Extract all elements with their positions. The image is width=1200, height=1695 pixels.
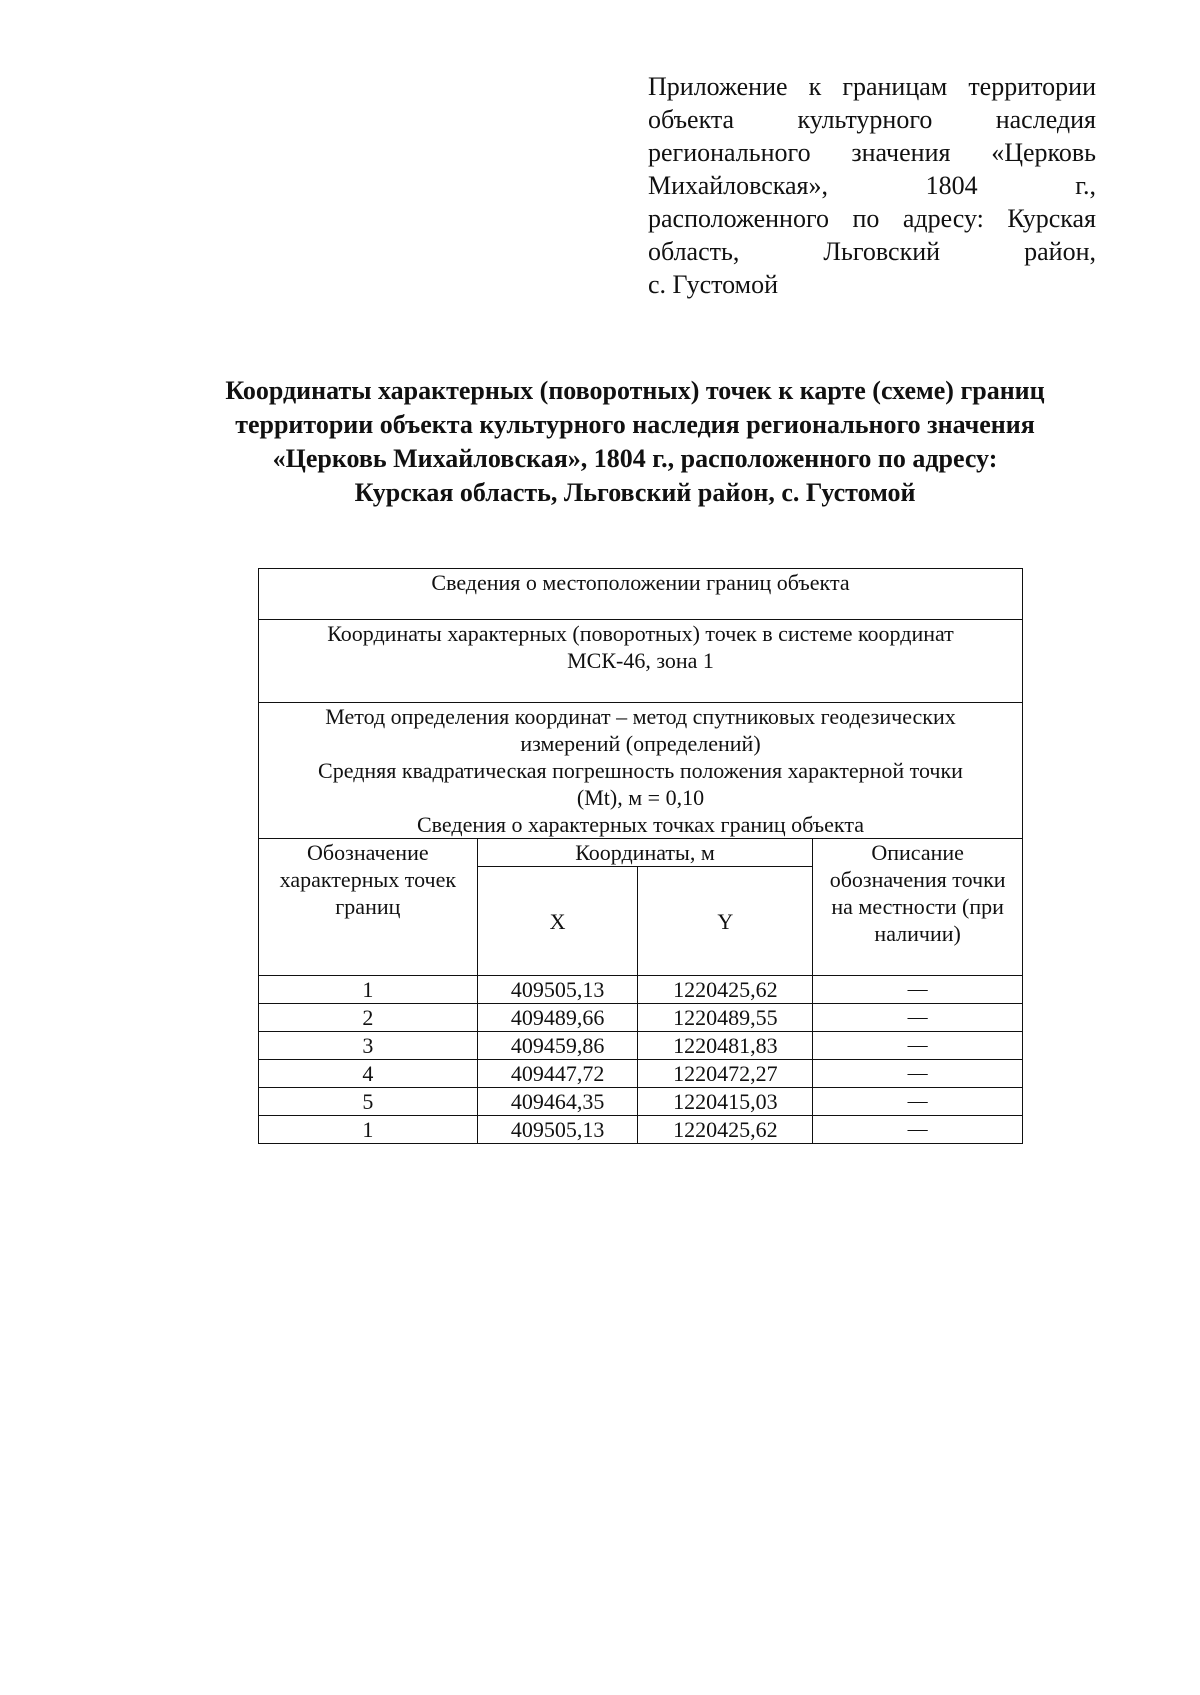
method-line: измерений (определений) [520,731,761,756]
appendix-line: Приложение к границам территории [648,72,1096,101]
appendix-line: регионального значения «Церковь [648,138,1096,167]
table-row [259,976,1023,1004]
coordinate-system-header [259,620,1023,703]
accuracy-line: (Mt), м = 0,10 [576,785,705,810]
description-cell: — [813,1004,1023,1032]
x-cell: 409447,72 [477,1060,638,1088]
y-cell: 1220489,55 [638,1004,813,1032]
x-cell: 409464,35 [477,1088,638,1116]
appendix-line: с. Густомой [648,270,779,299]
title-line: территории объекта культурного наследия регионального значения [235,410,1035,439]
x-column-header: X [477,867,638,976]
point-cell: 3 [259,1032,478,1060]
appendix-line: Михайловская», 1804 г., [648,171,1096,200]
y-cell: 1220415,03 [638,1088,813,1116]
description-column-header: Описание обозначения точки на местности (при наличии) [813,839,1023,976]
method-line: Метод определения координат – метод спутниковых геодезических [325,704,956,729]
x-cell: 409459,86 [477,1032,638,1060]
description-cell: — [813,1032,1023,1060]
table-section-row [259,569,1023,620]
accuracy-line: Средняя квадратическая погрешность положения характерной точки [318,758,963,783]
coordinate-system-line: Координаты характерных (поворотных) точек в системе координат [327,621,954,646]
appendix-line: объекта культурного наследия [648,105,1096,134]
title-line: «Церковь Михайловская», 1804 г., расположенного по адресу: [272,444,998,473]
coordinate-system-line: МСК-46, зона 1 [567,648,714,673]
appendix-line: область, Льговский район, [648,237,1096,266]
title-line: Координаты характерных (поворотных) точек к карте (схеме) границ [225,376,1045,405]
y-column-header: Y [638,867,813,976]
title-line: Курская область, Льговский район, с. Густомой [354,478,916,507]
description-cell: — [813,1060,1023,1088]
table-section-row [259,703,1023,839]
x-cell: 409489,66 [477,1004,638,1032]
point-column-header: Обозначение характерных точек границ [259,839,478,976]
point-cell: 5 [259,1088,478,1116]
point-cell: 1 [259,976,478,1004]
x-cell: 409505,13 [477,1116,638,1144]
table-row [259,1060,1023,1088]
boundary-info-header: Сведения о местоположении границ объекта [259,569,1023,620]
description-cell: — [813,1088,1023,1116]
point-cell: 4 [259,1060,478,1088]
coords-column-header: Координаты, м [477,839,813,867]
description-cell: — [813,1116,1023,1144]
y-cell: 1220425,62 [638,976,813,1004]
point-cell: 2 [259,1004,478,1032]
document-title [160,374,1110,510]
x-cell: 409505,13 [477,976,638,1004]
method-header [259,703,1023,839]
y-cell: 1220481,83 [638,1032,813,1060]
points-info-line: Сведения о характерных точках границ объекта [417,812,864,837]
table-section-row [259,620,1023,703]
column-header-row [259,839,1023,867]
appendix-line: расположенного по адресу: Курская [648,204,1096,233]
table-row [259,1116,1023,1144]
y-cell: 1220425,62 [638,1116,813,1144]
description-cell: — [813,976,1023,1004]
point-cell: 1 [259,1116,478,1144]
table-row [259,1088,1023,1116]
table-row [259,1032,1023,1060]
y-cell: 1220472,27 [638,1060,813,1088]
coordinates-table [258,568,1023,1144]
table-row [259,1004,1023,1032]
appendix-note [648,70,1096,301]
